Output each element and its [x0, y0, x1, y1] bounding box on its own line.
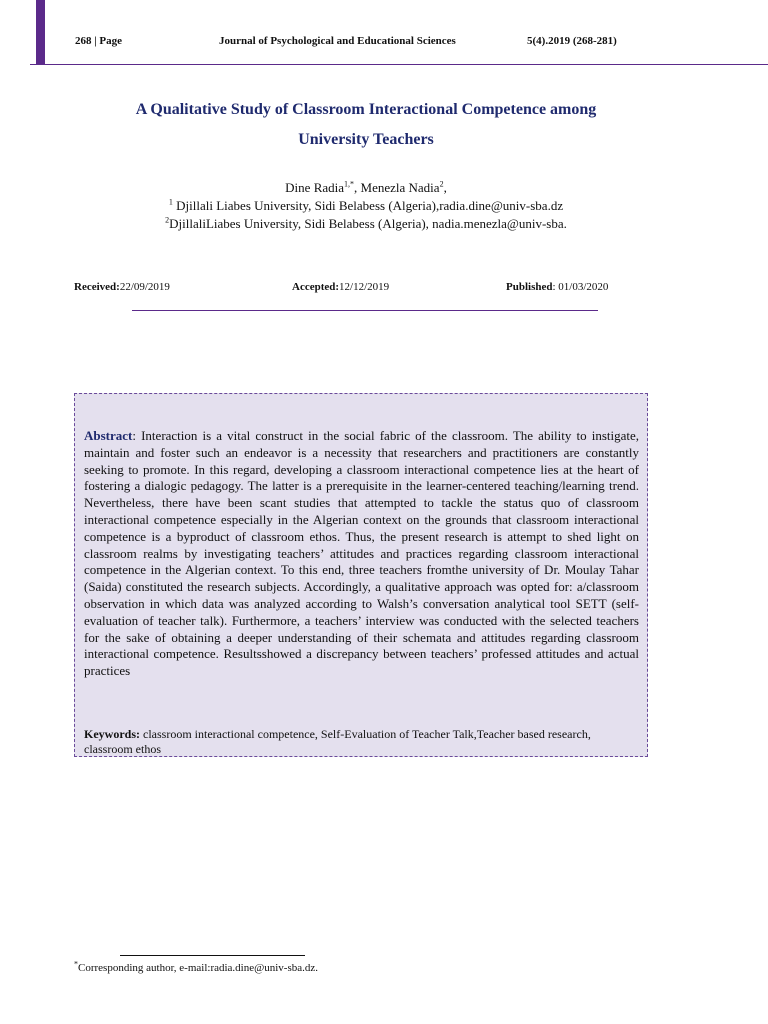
- abstract-paragraph: [84, 428, 639, 680]
- author-list: [60, 180, 672, 196]
- affiliation-1-text: Djillali Liabes University, Sidi Belabess (Algeria),radia.dine@univ-sba.dz: [172, 198, 564, 213]
- affiliation-2: [60, 216, 672, 232]
- affiliation-2-text: DjillaliLiabes University, Sidi Belabess (Algeria), nadia.menezla@univ-sba.: [169, 216, 567, 231]
- dates-rule: [132, 310, 598, 311]
- received-value: 22/09/2019: [119, 281, 170, 293]
- keywords: [84, 727, 639, 757]
- accepted-date: [292, 281, 389, 293]
- accepted-label: Accepted:: [292, 281, 340, 293]
- keywords-list: classroom interactional competence, Self-Evaluation of Teacher Talk,Teacher based research, classroom ethos: [84, 727, 591, 756]
- abstract-label: Abstract: [84, 428, 133, 443]
- published-date: [506, 281, 608, 293]
- footnote-marker: *: [74, 959, 78, 969]
- journal-name: Journal of Psychological and Educational Sciences: [219, 35, 456, 47]
- header-side-bar: [36, 0, 45, 64]
- journal-issue: 5(4).2019 (268-281): [527, 35, 617, 47]
- received-date: [74, 281, 170, 293]
- page-number: 268 | Page: [75, 35, 123, 47]
- abstract-body: : Interaction is a vital construct in the social fabric of the classroom. The ability to instigate, maintain and foster such an endeavor is a necessity that researchers and practitioners are constantly seeking to promote. In this regard, developing a classroom interactional competence lies at the heart of fostering a dialogic pedagogy. The latter is a prerequisite in the learner-centered teaching/learning trend. Nevertheless, there have been scant studies that attempted to tackle the status quo of classroom interactional competence especially in the Algerian context on the grounds that classroom interactional competence is a byproduct of classroom ethos. Thus, the present research is attempt to shed light on classroom realms by investigating teachers’ attitudes and practices regarding classroom interactional competence in the Algerian context. To this end, three teachers fromthe university of Dr. Moulay Tahar (Saida) constituted the research subjects. Accordingly, a qualitative approach was opted for: a/classroom observation in which data was analyzed according to Walsh’s conversation analytical tool SETT (self-evaluation of teacher talk). Furthermore, a teachers’ interview was conducted with the selected teachers for the sake of obtaining a deeper understanding of their schemata and attitudes regarding classroom interactional competence. Resultsshowed a discrepancy between teachers’ professed attitudes and actual practices: [84, 428, 639, 679]
- author-2-superscript: 2: [439, 179, 444, 189]
- author-1-name: Dine Radia: [285, 180, 345, 195]
- accepted-value: 12/12/2019: [339, 281, 390, 293]
- paper-title-line-1: A Qualitative Study of Classroom Interactional Competence among: [135, 101, 597, 118]
- affiliation-1-superscript: 1: [168, 197, 173, 207]
- published-label: Published: [506, 281, 553, 293]
- author-list-tail: ,: [443, 180, 447, 195]
- affiliation-1: [60, 198, 672, 214]
- published-value: : 01/03/2020: [552, 281, 609, 293]
- author-1-superscript: 1,*: [344, 179, 355, 189]
- affiliation-2-superscript: 2: [165, 215, 170, 225]
- keywords-label: Keywords:: [84, 727, 140, 741]
- footnote-text: Corresponding author, e-mail:radia.dine@univ-sba.dz.: [78, 962, 319, 974]
- footnote: [74, 959, 319, 974]
- header-rule: [30, 64, 768, 65]
- footnote-rule: [120, 955, 305, 956]
- author-2-name: , Menezla Nadia: [354, 180, 440, 195]
- received-label: Received:: [74, 281, 120, 293]
- paper-title-line-2: University Teachers: [298, 131, 434, 148]
